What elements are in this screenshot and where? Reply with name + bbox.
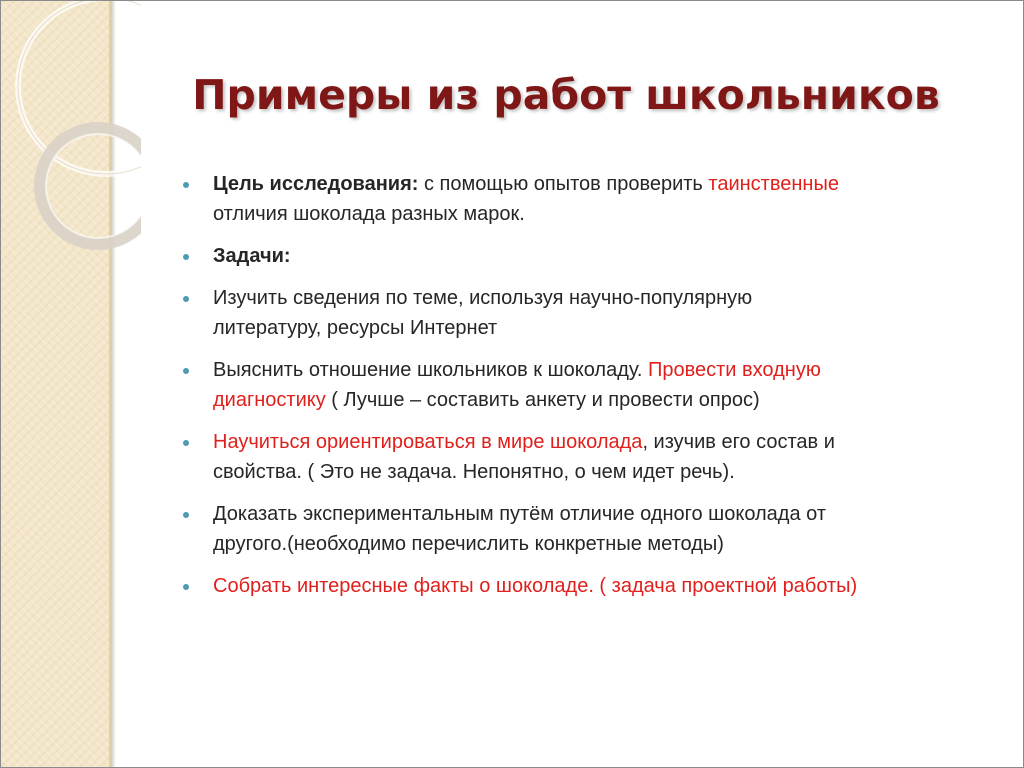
task-prove-text-line2: другого.(необходимо перечислить конкретные методы) xyxy=(213,533,724,555)
decorative-circles xyxy=(1,1,141,261)
task-facts-highlight: Собрать интересные факты о шоколаде. ( задача проектной работы) xyxy=(213,575,858,597)
slide-title: Примеры из работ школьников xyxy=(192,71,940,119)
deco-circle-small xyxy=(40,128,141,244)
bullet-list xyxy=(179,169,979,613)
bullet-icon xyxy=(183,296,189,302)
bullet-icon xyxy=(183,584,189,590)
bullet-item-task-facts xyxy=(179,571,979,601)
bullet-item-tasks-header xyxy=(179,241,979,271)
bullet-icon xyxy=(183,368,189,374)
bullet-item-task-study xyxy=(179,283,979,343)
goal-text-line2: отличия шоколада разных марок. xyxy=(213,203,525,225)
deco-circle-large-outline xyxy=(18,1,141,174)
bullet-item-task-attitude xyxy=(179,355,979,415)
task-prove-text: Доказать экспериментальным путём отличие одного шоколада от xyxy=(213,503,826,525)
tasks-label: Задачи: xyxy=(213,245,291,267)
task-orient-highlight: Научиться ориентироваться в мире шоколада xyxy=(213,431,643,453)
task-study-text: Изучить сведения по теме, используя научно-популярную xyxy=(213,287,753,309)
bullet-icon xyxy=(183,254,189,260)
task-attitude-highlight-line2: диагностику xyxy=(213,389,326,411)
goal-highlight: таинственные xyxy=(708,173,839,195)
task-orient-text-line2: свойства. ( Это не задача. Непонятно, о чем идет речь). xyxy=(213,461,735,483)
bullet-item-goal xyxy=(179,169,979,229)
task-attitude-highlight: Провести входную xyxy=(647,359,821,381)
deco-circle-large xyxy=(18,1,141,174)
goal-label: Цель исследования: xyxy=(213,173,419,195)
bullet-icon xyxy=(183,182,189,188)
goal-text: с помощью опытов проверить xyxy=(418,173,709,195)
bullet-icon xyxy=(183,440,189,446)
bullet-icon xyxy=(183,512,189,518)
task-study-text-line2: литературу, ресурсы Интернет xyxy=(213,317,498,339)
bullet-item-task-prove xyxy=(179,499,979,559)
task-attitude-text: Выяснить отношение школьников к шоколаду. xyxy=(213,359,648,381)
task-attitude-comment: ( Лучше – составить анкету и провести опрос) xyxy=(325,389,760,411)
deco-circle-small-inner xyxy=(46,134,141,238)
bullet-item-task-orient xyxy=(179,427,979,487)
task-orient-text: , изучив его состав и xyxy=(642,431,835,453)
